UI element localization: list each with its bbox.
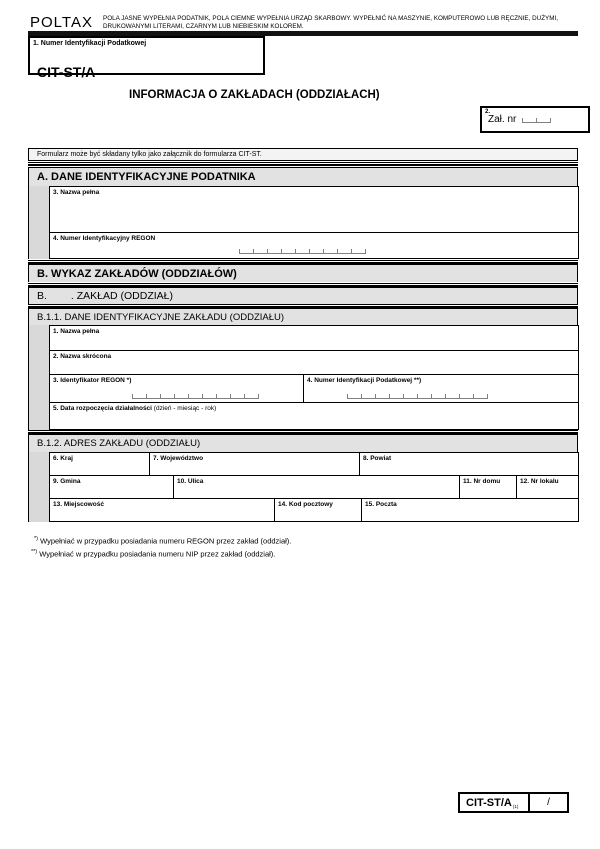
section-b-header [28, 264, 578, 282]
branch-regon-label: 3. Identyfikator REGON *) [53, 377, 132, 384]
notice-text: Formularz może być składany tylko jako załącznik do formularza CIT-ST. [37, 151, 262, 158]
b11-fields [28, 325, 578, 430]
branch-nip-field[interactable] [303, 374, 579, 403]
taxpayer-full-name-label: 3. Nazwa pełna [53, 189, 100, 196]
section-b-title: B. WYKAZ ZAKŁADÓW (ODDZIAŁÓW) [37, 267, 237, 280]
county-label: 8. Powiat [363, 455, 392, 462]
flat-no-label: 12. Nr lokalu [520, 478, 559, 485]
street-label: 10. Ulica [177, 478, 204, 485]
footer-form-code-cell [458, 792, 530, 813]
form-code-title: CIT-ST/A [37, 64, 96, 80]
b12-fields [28, 452, 578, 522]
footnote-regon-marker: *) [34, 536, 38, 542]
city-field[interactable] [49, 498, 275, 522]
notice-strip [28, 148, 578, 161]
nip-field-label: 1. Numer Identyfikacji Podatkowej [33, 40, 147, 47]
taxpayer-regon-label: 4. Numer Identyfikacyjny REGON [53, 235, 156, 242]
footer-page-cell [528, 792, 569, 813]
b11-header [28, 308, 578, 325]
footer-page-separator: / [547, 797, 550, 808]
branch-start-date-hint: (dzień - miesiąc - rok) [153, 405, 217, 412]
postal-code-field[interactable] [274, 498, 362, 522]
branch-short-name-label: 2. Nazwa skrócona [53, 353, 112, 360]
branch-short-name-field[interactable] [49, 350, 579, 375]
subsection-b-prefix: B. [37, 290, 47, 302]
subsection-b-header [28, 287, 578, 304]
section-a-title: A. DANE IDENTYFIKACYJNE PODATNIKA [37, 171, 256, 183]
form-title: INFORMACJA O ZAKŁADACH (ODDZIAŁACH) [129, 89, 380, 101]
county-field[interactable] [359, 452, 579, 476]
city-label: 13. Miejscowość [53, 501, 104, 508]
b12-title: B.1.2. ADRES ZAKŁADU (ODDZIAŁU) [37, 438, 201, 449]
poltax-logo: POLTAX [30, 14, 93, 31]
branch-nip-label: 4. Numer Identyfikacji Podatkowej **) [307, 377, 422, 384]
flat-no-field[interactable] [516, 475, 579, 499]
country-field[interactable] [49, 452, 150, 476]
branch-regon-field[interactable] [49, 374, 304, 403]
post-office-field[interactable] [361, 498, 579, 522]
footnote-nip-text: Wypełniać w przypadku posiadania numeru NIP przez zakład (oddział). [39, 549, 276, 559]
divider-above-section-a [28, 162, 578, 166]
attachment-number-field[interactable] [480, 106, 590, 133]
postal-code-label: 14. Kod pocztowy [278, 501, 333, 508]
subsection-b-suffix: . ZAKŁAD (ODDZIAŁ) [70, 290, 174, 302]
taxpayer-regon-field[interactable] [49, 232, 579, 259]
attachment-number-label: 2. [485, 109, 491, 115]
footer-form-version: (1) [512, 804, 519, 809]
post-office-label: 15. Poczta [365, 501, 397, 508]
house-no-field[interactable] [459, 475, 517, 499]
b11-title: B.1.1. DANE IDENTYFIKACYJNE ZAKŁADU (ODDZIAŁU) [37, 311, 285, 323]
footnote-nip-marker: **) [31, 549, 38, 555]
footer-box [458, 792, 569, 813]
commune-label: 9. Gmina [53, 478, 81, 485]
commune-field[interactable] [49, 475, 174, 499]
footnote-regon [34, 536, 291, 546]
branch-nip-comb-cells[interactable] [347, 394, 488, 399]
attachment-label: Zał. nr [488, 114, 517, 125]
street-field[interactable] [173, 475, 460, 499]
section-a-header [28, 167, 578, 186]
country-label: 6. Kraj [53, 455, 73, 462]
section-a-fields [28, 186, 578, 259]
b12-header [28, 434, 578, 452]
house-no-label: 11. Nr domu [463, 478, 501, 485]
taxpayer-full-name-field[interactable] [49, 186, 579, 233]
taxpayer-regon-comb-cells[interactable] [239, 249, 366, 254]
footnote-nip [31, 549, 275, 559]
branch-start-date-label: 5. Data rozpoczęcia działalności [53, 405, 152, 412]
attachment-comb-cells[interactable] [522, 118, 551, 123]
voivodeship-label: 7. Województwo [153, 455, 204, 462]
voivodeship-field[interactable] [149, 452, 360, 476]
form-instructions: POLA JASNE WYPEŁNIA PODATNIK, POLA CIEMNE WYPEŁNIA URZĄD SKARBOWY. WYPEŁNIĆ NA MASZYNIE, KOMPUTEROWO LUB RĘCZNIE, DUŻYMI, DRUKOWANYMI LITERAMI, CZARNYM LUB NIEBIESKIM KOLOREM. [103, 15, 558, 30]
branch-full-name-field[interactable] [49, 325, 579, 351]
branch-start-date-field[interactable] [49, 402, 579, 430]
branch-regon-comb-cells[interactable] [132, 394, 259, 399]
footnote-regon-text: Wypełniać w przypadku posiadania numeru REGON przez zakład (oddział). [40, 536, 292, 546]
footer-form-code: CIT-ST/A [466, 796, 512, 809]
branch-full-name-label: 1. Nazwa pełna [53, 328, 100, 335]
